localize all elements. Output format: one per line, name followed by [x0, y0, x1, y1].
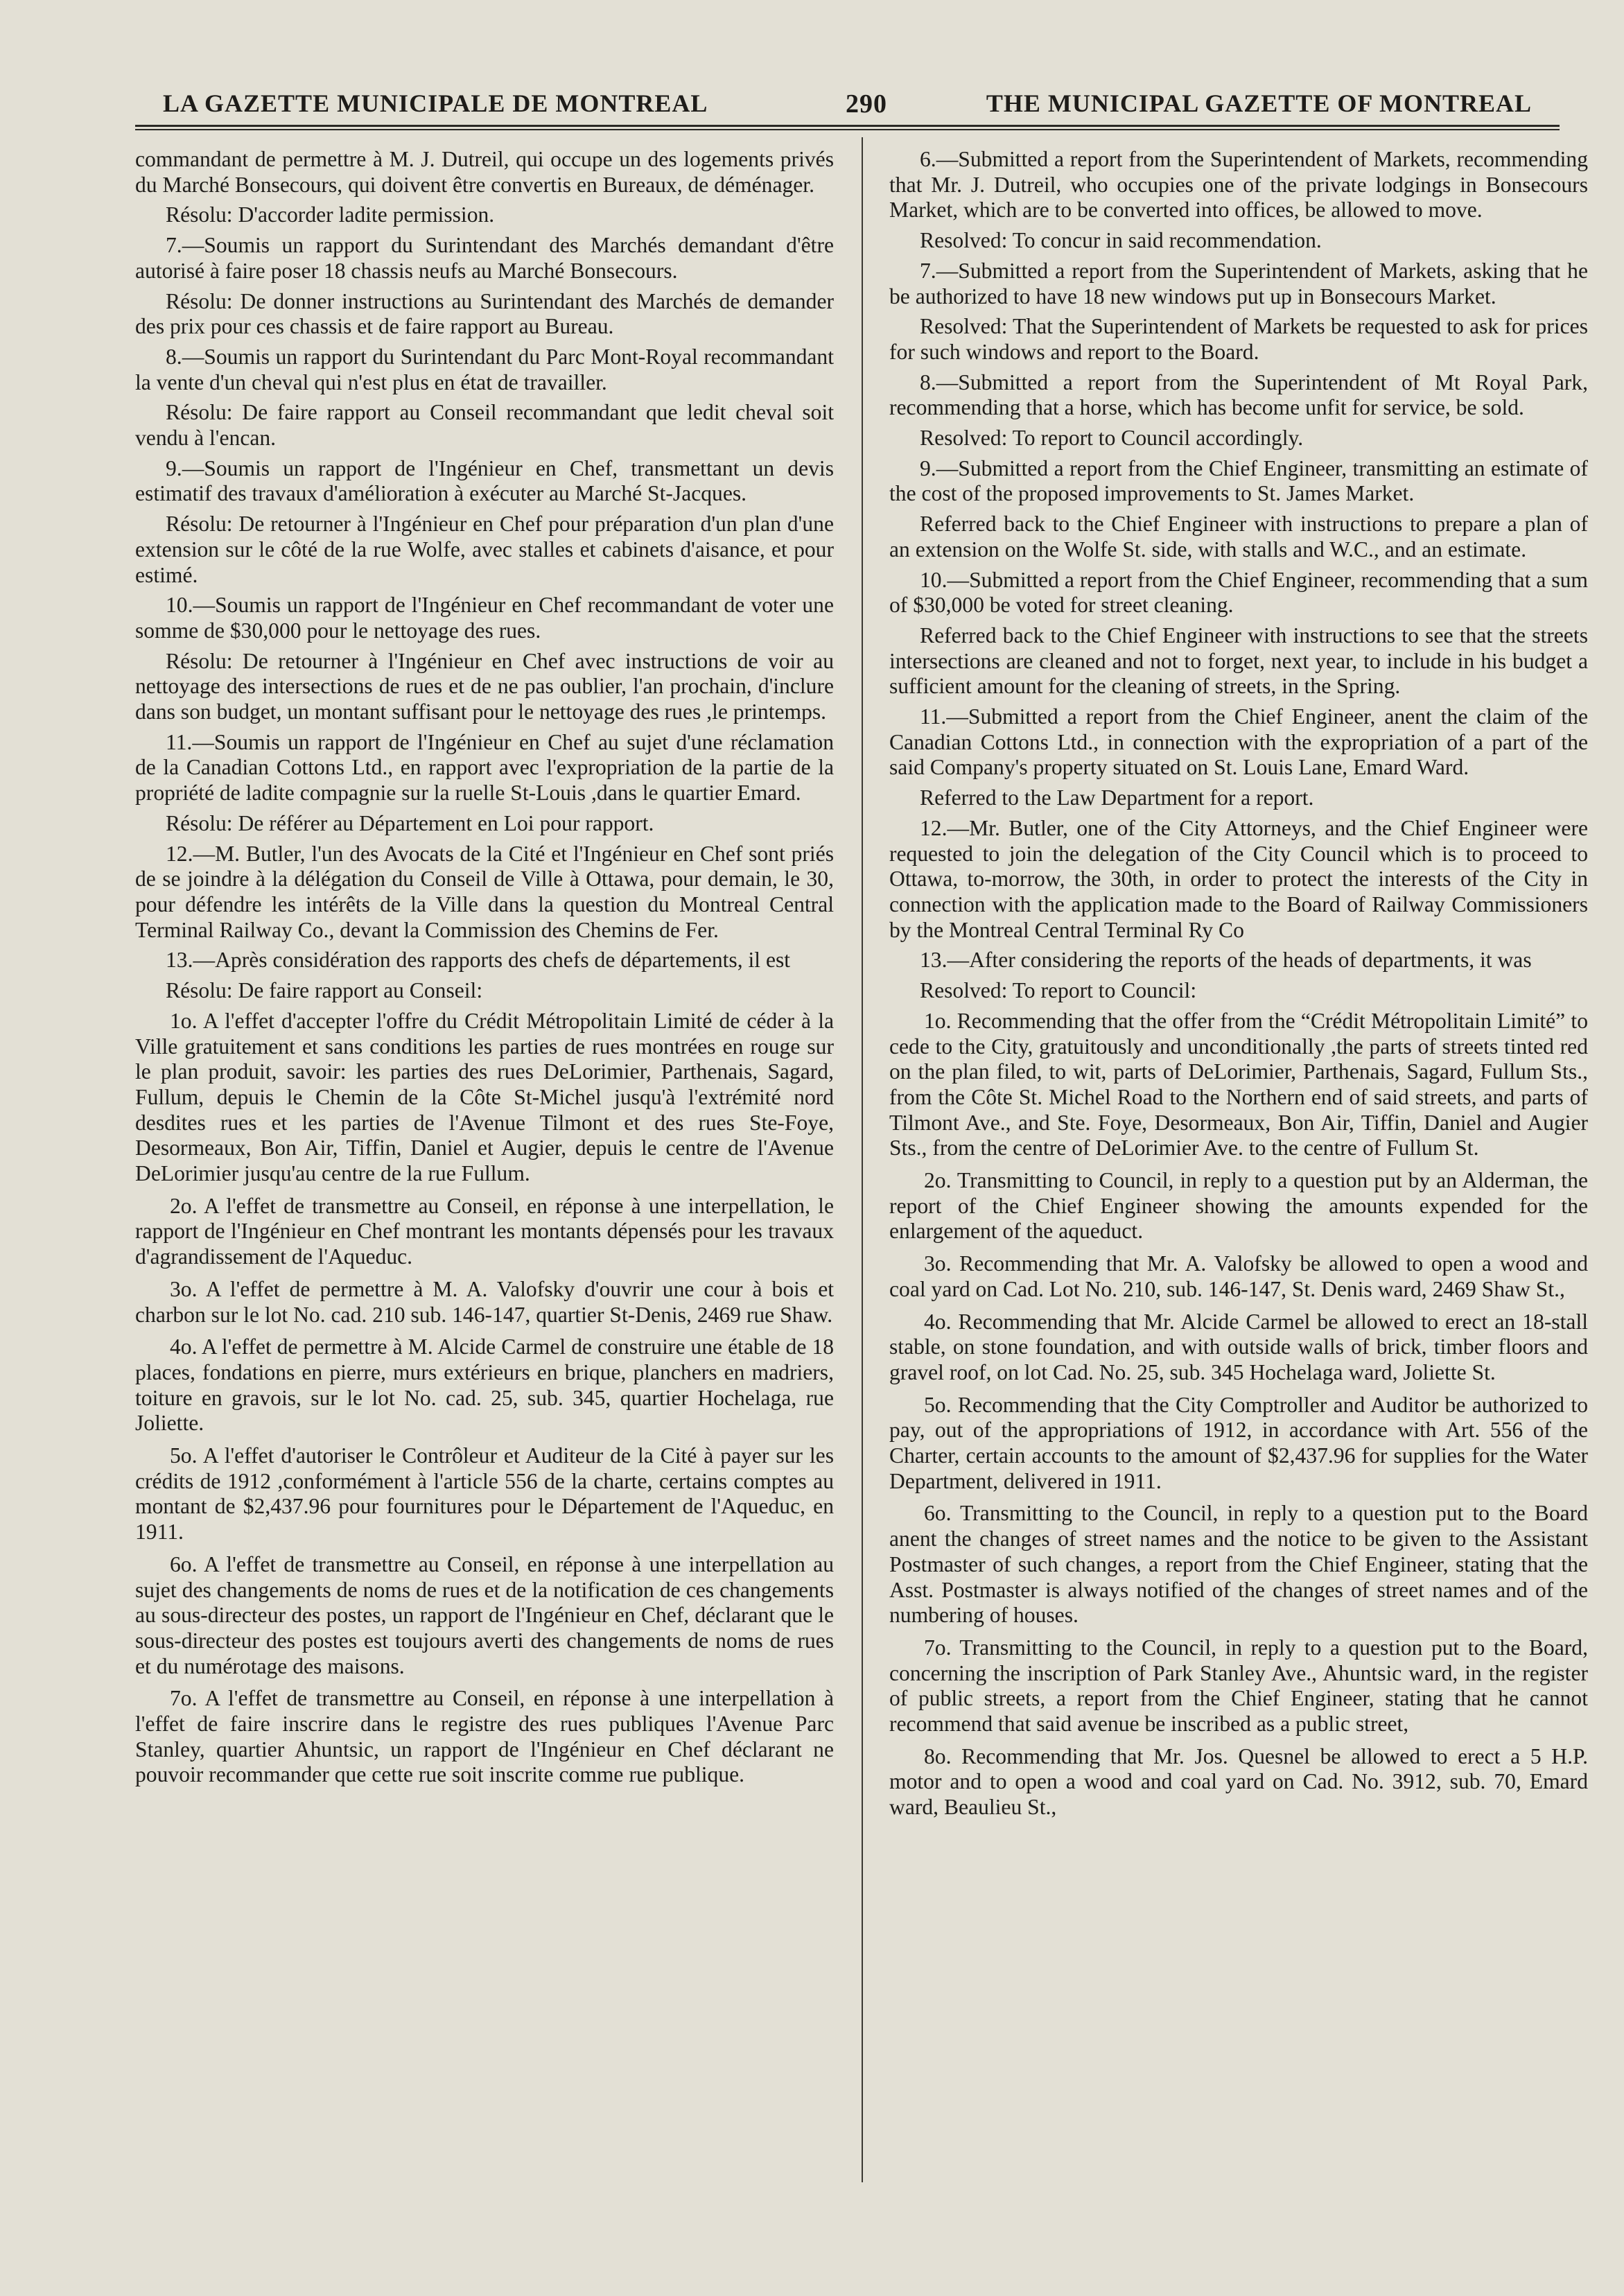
paragraph: 7o. A l'effet de transmettre au Conseil, en réponse à une interpellation à l'effet de faire inscrire dans le registre des rues publiques l'Avenue Parc Stanley, quartier Ahuntsic, un rapport de l'Ingénieur en Chef déclarant ne pouvoir recommander que cette rue soit inscrite comme rue publique.: [135, 1686, 834, 1787]
header-rule: [135, 125, 1560, 127]
paragraph: 6o. Transmitting to the Council, in reply to a question put to the Board anent the changes of street names and the notice to be given to the Assistant Postmaster of such changes, a report from the Chief Engineer, stating that the Asst. Postmaster is always notified of the changes of street names and of the numbering of houses.: [889, 1501, 1588, 1628]
paragraph: 7o. Transmitting to the Council, in reply to a question put to the Board, concerning the inscription of Park Stanley Ave., Ahuntsic ward, in the register of public streets, a report from the Chief Engineer, stating that he cannot recommend that said avenue be inscribed as a public street,: [889, 1635, 1588, 1737]
paragraph: Résolu: De faire rapport au Conseil recommandant que ledit cheval soit vendu à l'encan.: [135, 400, 834, 451]
paragraph: 1o. Recommending that the offer from the “Crédit Métropolitain Limité” to cede to the City, gratuitously and unconditionally ,the parts of streets tinted red on the plan filed, to wit, parts of DeLorimier, Parthenais, Sagard, Fullum Sts., from the Côte St. Michel Road to the Northern end of said streets, and parts of Tilmont Ave., and Ste. Foye, Desormeaux, Bon Air, Tiffin, Daniel and Augier Sts., from the centre of DeLorimier Ave. to the centre of Fullum St.: [889, 1008, 1588, 1160]
paragraph: 11.—Submitted a report from the Chief Engineer, anent the claim of the Canadian Cottons Ltd., in connection with the expropriation of a part of the said Company's property situated on St. Louis Lane, Emard Ward.: [889, 704, 1588, 780]
column-divider: [862, 137, 863, 2182]
paragraph: 12.—M. Butler, l'un des Avocats de la Cité et l'Ingénieur en Chef sont priés de se joindre à la délégation du Conseil de Ville à Ottawa, pour demain, le 30, pour défendre les intérêts de la Ville dans la question du Montreal Central Terminal Railway Co., devant la Commission des Chemins de Fer.: [135, 841, 834, 942]
paragraph: 5o. A l'effet d'autoriser le Contrôleur et Auditeur de la Cité à payer sur les crédits de 1912 ,conformément à l'article 556 de la charte, certains comptes au montant de $2,437.96 pour fournitures pour le Département de l'Aqueduc, en 1911.: [135, 1443, 834, 1545]
paragraph: 7.—Soumis un rapport du Surintendant des Marchés demandant d'être autorisé à faire poser 18 chassis neufs au Marché Bonsecours.: [135, 233, 834, 283]
paragraph: 13.—Après considération des rapports des chefs de départements, il est: [166, 948, 791, 973]
paragraph: Résolu: De référer au Département en Loi pour rapport.: [166, 810, 654, 835]
paragraph: 3o. A l'effet de permettre à M. A. Valofsky d'ouvrir une cour à bois et charbon sur le lot No. cad. 210 sub. 146-147, quartier St-Denis, 2469 rue Shaw.: [135, 1276, 834, 1327]
page-number: 290: [846, 89, 887, 119]
paragraph: Referred back to the Chief Engineer with instructions to prepare a plan of an extension on the Wolfe St. side, with stalls and W.C., and an estimate.: [889, 512, 1588, 562]
english-column: [889, 147, 1588, 1827]
paragraph: Resolved: To report to Council:: [920, 978, 1197, 1003]
paragraph: 4o. A l'effet de permettre à M. Alcide Carmel de construire une étable de 18 places, fondations en pierre, murs extérieurs en brique, planchers en madriers, toiture en gravois, sur le lot No. cad. 25, sub. 345, quartier Hochelaga, rue Joliette.: [135, 1334, 834, 1436]
paragraph: 4o. Recommending that Mr. Alcide Carmel be allowed to erect an 18-stall stable, on stone foundation, and with outside walls of brick, timber floors and gravel roof, on lot Cad. No. 25, sub. 345 Hochelaga ward, Joliette St.: [889, 1309, 1588, 1384]
paragraph: Résolu: D'accorder ladite permission.: [166, 202, 495, 227]
paragraph: 11.—Soumis un rapport de l'Ingénieur en Chef au sujet d'une réclamation de la Canadian Cottons Ltd., en rapport avec l'expropriation de la partie de la propriété de ladite compagnie sur la ruelle St-Louis ,dans le quartier Emard.: [135, 729, 834, 806]
paragraph: 6.—Submitted a report from the Superintendent of Markets, recommending that Mr. J. Dutreil, who occupies one of the private lodgings in Bonsecours Market, which are to be converted into offices, be allowed to move.: [889, 147, 1588, 223]
paragraph: 7.—Submitted a report from the Superintendent of Markets, asking that he be authorized to have 18 new windows put up in Bonsecours Market.: [889, 258, 1588, 308]
paragraph: 3o. Recommending that Mr. A. Valofsky be allowed to open a wood and coal yard on Cad. Lot No. 210, sub. 146-147, St. Denis ward, 2469 Shaw St.,: [889, 1251, 1588, 1301]
french-column: [135, 147, 834, 1795]
paragraph: 6o. A l'effet de transmettre au Conseil, en réponse à une interpellation au sujet des changements de noms de rues et de la notification de ces changements au sous-directeur des postes, un rapport de l'Ingénieur en Chef, déclarant que le sous-directeur des postes est toujours averti des changements de noms de rues et du numérotage des maisons.: [135, 1551, 834, 1678]
paragraph: 9.—Soumis un rapport de l'Ingénieur en Chef, transmettant un devis estimatif des travaux d'amélioration à exécuter au Marché St-Jacques.: [135, 455, 834, 506]
paragraph: 10.—Submitted a report from the Chief Engineer, recommending that a sum of $30,000 be voted for street cleaning.: [889, 567, 1588, 618]
header-rule-thin: [135, 129, 1560, 130]
paragraph: 2o. Transmitting to Council, in reply to a question put by an Alderman, the report of the Chief Engineer showing the amounts expended for the enlargement of the aqueduct.: [889, 1168, 1588, 1244]
page-header: [163, 83, 1532, 125]
paragraph: commandant de permettre à M. J. Dutreil, qui occupe un des logements privés du Marché Bonsecours, qui doivent être convertis en Bureaux, de déménager.: [135, 147, 834, 197]
paragraph: 8.—Submitted a report from the Superintendent of Mt Royal Park, recommending that a horse, which has become unfit for service, be sold.: [889, 369, 1588, 420]
paragraph: Résolu: De donner instructions au Surintendant des Marchés de demander des prix pour ces chassis et de faire rapport au Bureau.: [135, 288, 834, 339]
paragraph: Referred back to the Chief Engineer with instructions to see that the streets intersections are cleaned and not to forget, next year, to include in his budget a sufficient amount for the cleaning of streets, in the Spring.: [889, 623, 1588, 699]
paragraph: Referred to the Law Department for a report.: [920, 785, 1314, 810]
paragraph: 8o. Recommending that Mr. Jos. Quesnel be allowed to erect a 5 H.P. motor and to open a wood and coal yard on Cad. No. 3912, sub. 70, Emard ward, Beaulieu St.,: [889, 1743, 1588, 1820]
paragraph: 9.—Submitted a report from the Chief Engineer, transmitting an estimate of the cost of the proposed improvements to St. James Market.: [889, 455, 1588, 506]
paragraph: 1o. A l'effet d'accepter l'offre du Crédit Métropolitain Limité de céder à la Ville gratuitement et sans conditions les parties de rues montrées en rouge sur le plan produit, savoir: les parties des rues DeLorimier, Parthenais, Sagard, Fullum, depuis le Chemin de la Côte St-Michel jusqu'à l'extrémité nord desdites rues et les parties de l'Avenue Tilmont et des rues Ste-Foye, Desormeaux, Bon Air, Tiffin, Daniel et Augier, depuis le centre de l'Avenue DeLorimier jusqu'au centre de la rue Fullum.: [135, 1008, 834, 1186]
paragraph: 13.—After considering the reports of the heads of departments, it was: [920, 948, 1532, 973]
paragraph: 5o. Recommending that the City Comptroller and Auditor be authorized to pay, out of the appropriations of 1912, in accordance with Art. 556 of the Charter, certain accounts to the amount of $2,437.96 for supplies for the Water Department, delivered in 1911.: [889, 1392, 1588, 1493]
paragraph: Resolved: To report to Council accordingly.: [920, 426, 1304, 451]
gazette-title-english: THE MUNICIPAL GAZETTE OF MONTREAL: [986, 89, 1532, 117]
paragraph: 10.—Soumis un rapport de l'Ingénieur en Chef recommandant de voter une somme de $30,000 pour le nettoyage des rues.: [135, 593, 834, 643]
paragraph: Resolved: That the Superintendent of Markets be requested to ask for prices for such windows and report to the Board.: [889, 314, 1588, 364]
paragraph: Résolu: De retourner à l'Ingénieur en Chef pour préparation d'un plan d'une extension sur le côté de la rue Wolfe, avec stalles et cabinets d'aisance, et pour estimé.: [135, 512, 834, 587]
paragraph: 8.—Soumis un rapport du Surintendant du Parc Mont-Royal recommandant la vente d'un cheval qui n'est plus en état de travailler.: [135, 344, 834, 394]
paragraph: Résolu: De retourner à l'Ingénieur en Chef avec instructions de voir au nettoyage des intersections de rues et de ne pas oublier, l'an prochain, d'inclure dans son budget, un montant suffisant pour le nettoyage des rues ,le printemps.: [135, 648, 834, 724]
paragraph: 2o. A l'effet de transmettre au Conseil, en réponse à une interpellation, le rapport de l'Ingénieur en Chef montrant les montants dépensés pour les travaux d'agrandissement de l'Aqueduc.: [135, 1193, 834, 1269]
paragraph: 12.—Mr. Butler, one of the City Attorneys, and the Chief Engineer were requested to join the delegation of the City Council which is to proceed to Ottawa, to-morrow, the 30th, in order to protect the interests of the City in connection with the application made to the Board of Railway Commissioners by the Montreal Central Terminal Ry Co: [889, 815, 1588, 942]
paragraph: Résolu: De faire rapport au Conseil:: [166, 978, 483, 1003]
paragraph: Resolved: To concur in said recommendation.: [920, 228, 1322, 253]
gazette-title-french: LA GAZETTE MUNICIPALE DE MONTREAL: [163, 89, 708, 117]
